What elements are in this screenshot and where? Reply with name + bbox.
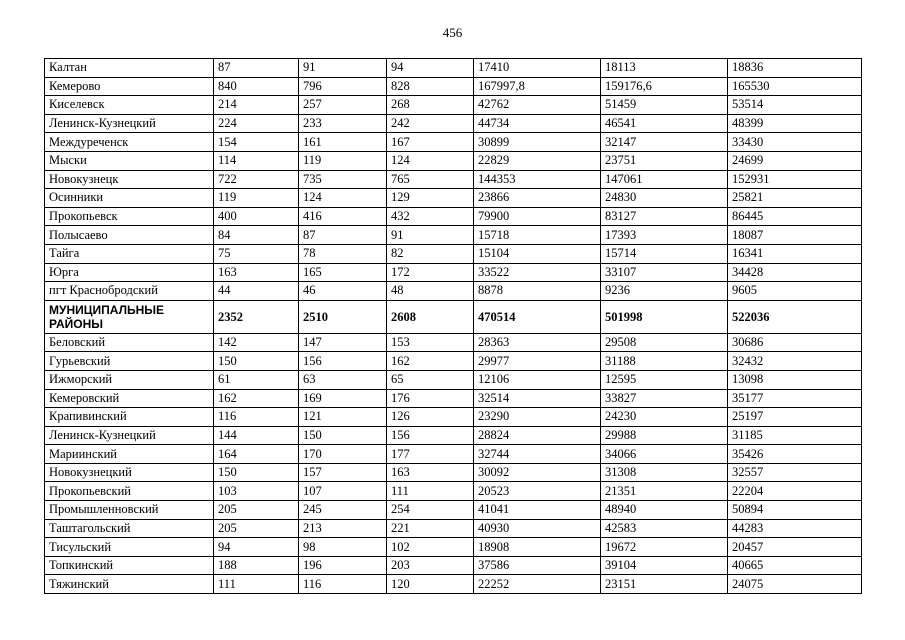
row-name-cell: Тисульский bbox=[45, 538, 214, 557]
value-cell: 203 bbox=[387, 556, 474, 575]
table-row bbox=[45, 482, 862, 501]
value-cell: 161 bbox=[299, 133, 387, 152]
value-cell: 46541 bbox=[601, 114, 728, 133]
value-cell: 13098 bbox=[728, 370, 862, 389]
row-name-cell: Мыски bbox=[45, 151, 214, 170]
value-cell: 111 bbox=[214, 575, 299, 594]
value-cell: 44 bbox=[214, 282, 299, 301]
row-name-cell: Новокузнецк bbox=[45, 170, 214, 189]
row-name-cell: Калтан bbox=[45, 59, 214, 78]
value-cell: 32432 bbox=[728, 352, 862, 371]
value-cell: 32147 bbox=[601, 133, 728, 152]
table-row bbox=[45, 207, 862, 226]
value-cell: 22829 bbox=[474, 151, 601, 170]
value-cell: 107 bbox=[299, 482, 387, 501]
table-row bbox=[45, 226, 862, 245]
value-cell: 94 bbox=[214, 538, 299, 557]
value-cell: 169 bbox=[299, 389, 387, 408]
row-name-cell: Новокузнецкий bbox=[45, 463, 214, 482]
row-name-cell: Гурьевский bbox=[45, 352, 214, 371]
value-cell: 188 bbox=[214, 556, 299, 575]
value-cell: 147061 bbox=[601, 170, 728, 189]
value-cell: 16341 bbox=[728, 244, 862, 263]
table-row bbox=[45, 189, 862, 208]
value-cell: 44734 bbox=[474, 114, 601, 133]
row-name-cell: Кемерово bbox=[45, 77, 214, 96]
value-cell: 268 bbox=[387, 96, 474, 115]
value-cell: 124 bbox=[387, 151, 474, 170]
value-cell: 8878 bbox=[474, 282, 601, 301]
row-name-cell: Ленинск-Кузнецкий bbox=[45, 426, 214, 445]
value-cell: 15104 bbox=[474, 244, 601, 263]
row-name-cell: Прокопьевск bbox=[45, 207, 214, 226]
value-cell: 29508 bbox=[601, 333, 728, 352]
table-row bbox=[45, 244, 862, 263]
value-cell: 156 bbox=[387, 426, 474, 445]
row-name-cell: МУНИЦИПАЛЬНЫЕ РАЙОНЫ bbox=[45, 300, 214, 333]
table-row bbox=[45, 519, 862, 538]
value-cell: 432 bbox=[387, 207, 474, 226]
value-cell: 42762 bbox=[474, 96, 601, 115]
value-cell: 142 bbox=[214, 333, 299, 352]
row-name-cell: Мариинский bbox=[45, 445, 214, 464]
table-row bbox=[45, 114, 862, 133]
value-cell: 9605 bbox=[728, 282, 862, 301]
value-cell: 205 bbox=[214, 501, 299, 520]
value-cell: 30899 bbox=[474, 133, 601, 152]
value-cell: 35177 bbox=[728, 389, 862, 408]
value-cell: 176 bbox=[387, 389, 474, 408]
value-cell: 116 bbox=[214, 408, 299, 427]
table-row bbox=[45, 170, 862, 189]
value-cell: 86445 bbox=[728, 207, 862, 226]
value-cell: 46 bbox=[299, 282, 387, 301]
table-row bbox=[45, 463, 862, 482]
table-row bbox=[45, 501, 862, 520]
value-cell: 30686 bbox=[728, 333, 862, 352]
value-cell: 18087 bbox=[728, 226, 862, 245]
value-cell: 172 bbox=[387, 263, 474, 282]
row-name-cell: Беловский bbox=[45, 333, 214, 352]
value-cell: 144353 bbox=[474, 170, 601, 189]
value-cell: 24830 bbox=[601, 189, 728, 208]
table-row bbox=[45, 389, 862, 408]
value-cell: 23866 bbox=[474, 189, 601, 208]
value-cell: 17393 bbox=[601, 226, 728, 245]
value-cell: 167 bbox=[387, 133, 474, 152]
value-cell: 167997,8 bbox=[474, 77, 601, 96]
value-cell: 34066 bbox=[601, 445, 728, 464]
row-name-cell: Междуреченск bbox=[45, 133, 214, 152]
page-number: 456 bbox=[442, 25, 463, 40]
value-cell: 24075 bbox=[728, 575, 862, 594]
value-cell: 165530 bbox=[728, 77, 862, 96]
value-cell: 245 bbox=[299, 501, 387, 520]
value-cell: 32744 bbox=[474, 445, 601, 464]
row-name-cell: Промышленновский bbox=[45, 501, 214, 520]
value-cell: 51459 bbox=[601, 96, 728, 115]
row-name-cell: Таштагольский bbox=[45, 519, 214, 538]
value-cell: 20457 bbox=[728, 538, 862, 557]
row-name-cell: Ижморский bbox=[45, 370, 214, 389]
value-cell: 31188 bbox=[601, 352, 728, 371]
value-cell: 18908 bbox=[474, 538, 601, 557]
value-cell: 121 bbox=[299, 408, 387, 427]
value-cell: 12595 bbox=[601, 370, 728, 389]
value-cell: 63 bbox=[299, 370, 387, 389]
value-cell: 150 bbox=[214, 463, 299, 482]
value-cell: 87 bbox=[214, 59, 299, 78]
row-name-cell: Ленинск-Кузнецкий bbox=[45, 114, 214, 133]
value-cell: 48399 bbox=[728, 114, 862, 133]
value-cell: 114 bbox=[214, 151, 299, 170]
value-cell: 828 bbox=[387, 77, 474, 96]
value-cell: 233 bbox=[299, 114, 387, 133]
value-cell: 22204 bbox=[728, 482, 862, 501]
value-cell: 28363 bbox=[474, 333, 601, 352]
value-cell: 35426 bbox=[728, 445, 862, 464]
value-cell: 796 bbox=[299, 77, 387, 96]
value-cell: 522036 bbox=[728, 300, 862, 333]
value-cell: 29977 bbox=[474, 352, 601, 371]
row-name-cell: Тяжинский bbox=[45, 575, 214, 594]
table-row bbox=[45, 77, 862, 96]
value-cell: 48940 bbox=[601, 501, 728, 520]
value-cell: 165 bbox=[299, 263, 387, 282]
value-cell: 33107 bbox=[601, 263, 728, 282]
row-name-cell: Топкинский bbox=[45, 556, 214, 575]
value-cell: 214 bbox=[214, 96, 299, 115]
value-cell: 119 bbox=[299, 151, 387, 170]
table-row bbox=[45, 263, 862, 282]
value-cell: 98 bbox=[299, 538, 387, 557]
row-name-cell: Кемеровский bbox=[45, 389, 214, 408]
value-cell: 40930 bbox=[474, 519, 601, 538]
value-cell: 28824 bbox=[474, 426, 601, 445]
value-cell: 15718 bbox=[474, 226, 601, 245]
value-cell: 78 bbox=[299, 244, 387, 263]
value-cell: 162 bbox=[387, 352, 474, 371]
value-cell: 221 bbox=[387, 519, 474, 538]
value-cell: 159176,6 bbox=[601, 77, 728, 96]
row-name-cell: пгт Краснобродский bbox=[45, 282, 214, 301]
value-cell: 91 bbox=[387, 226, 474, 245]
value-cell: 34428 bbox=[728, 263, 862, 282]
value-cell: 257 bbox=[299, 96, 387, 115]
value-cell: 2352 bbox=[214, 300, 299, 333]
value-cell: 129 bbox=[387, 189, 474, 208]
value-cell: 254 bbox=[387, 501, 474, 520]
table-row bbox=[45, 59, 862, 78]
value-cell: 111 bbox=[387, 482, 474, 501]
value-cell: 154 bbox=[214, 133, 299, 152]
value-cell: 12106 bbox=[474, 370, 601, 389]
value-cell: 17410 bbox=[474, 59, 601, 78]
value-cell: 152931 bbox=[728, 170, 862, 189]
value-cell: 23290 bbox=[474, 408, 601, 427]
row-name-cell: Прокопьевский bbox=[45, 482, 214, 501]
value-cell: 153 bbox=[387, 333, 474, 352]
value-cell: 31185 bbox=[728, 426, 862, 445]
table-row bbox=[45, 333, 862, 352]
value-cell: 21351 bbox=[601, 482, 728, 501]
value-cell: 15714 bbox=[601, 244, 728, 263]
value-cell: 29988 bbox=[601, 426, 728, 445]
value-cell: 83127 bbox=[601, 207, 728, 226]
value-cell: 242 bbox=[387, 114, 474, 133]
value-cell: 30092 bbox=[474, 463, 601, 482]
value-cell: 33827 bbox=[601, 389, 728, 408]
value-cell: 157 bbox=[299, 463, 387, 482]
value-cell: 31308 bbox=[601, 463, 728, 482]
table-row bbox=[45, 445, 862, 464]
table-body bbox=[45, 59, 862, 594]
value-cell: 61 bbox=[214, 370, 299, 389]
value-cell: 40665 bbox=[728, 556, 862, 575]
value-cell: 163 bbox=[214, 263, 299, 282]
value-cell: 79900 bbox=[474, 207, 601, 226]
table-row bbox=[45, 282, 862, 301]
value-cell: 177 bbox=[387, 445, 474, 464]
value-cell: 18113 bbox=[601, 59, 728, 78]
table-row bbox=[45, 575, 862, 594]
value-cell: 119 bbox=[214, 189, 299, 208]
value-cell: 41041 bbox=[474, 501, 601, 520]
value-cell: 32557 bbox=[728, 463, 862, 482]
value-cell: 37586 bbox=[474, 556, 601, 575]
value-cell: 33430 bbox=[728, 133, 862, 152]
row-name-cell: Тайга bbox=[45, 244, 214, 263]
table-row bbox=[45, 151, 862, 170]
value-cell: 19672 bbox=[601, 538, 728, 557]
table-row bbox=[45, 300, 862, 333]
row-name-cell: Крапивинский bbox=[45, 408, 214, 427]
value-cell: 116 bbox=[299, 575, 387, 594]
value-cell: 53514 bbox=[728, 96, 862, 115]
value-cell: 840 bbox=[214, 77, 299, 96]
value-cell: 144 bbox=[214, 426, 299, 445]
table-row bbox=[45, 352, 862, 371]
value-cell: 91 bbox=[299, 59, 387, 78]
value-cell: 224 bbox=[214, 114, 299, 133]
value-cell: 65 bbox=[387, 370, 474, 389]
value-cell: 2608 bbox=[387, 300, 474, 333]
value-cell: 722 bbox=[214, 170, 299, 189]
value-cell: 2510 bbox=[299, 300, 387, 333]
value-cell: 103 bbox=[214, 482, 299, 501]
value-cell: 24230 bbox=[601, 408, 728, 427]
value-cell: 170 bbox=[299, 445, 387, 464]
value-cell: 470514 bbox=[474, 300, 601, 333]
value-cell: 102 bbox=[387, 538, 474, 557]
value-cell: 25821 bbox=[728, 189, 862, 208]
table-row bbox=[45, 538, 862, 557]
value-cell: 213 bbox=[299, 519, 387, 538]
data-table bbox=[44, 58, 862, 594]
value-cell: 32514 bbox=[474, 389, 601, 408]
value-cell: 156 bbox=[299, 352, 387, 371]
value-cell: 196 bbox=[299, 556, 387, 575]
value-cell: 23151 bbox=[601, 575, 728, 594]
value-cell: 163 bbox=[387, 463, 474, 482]
value-cell: 147 bbox=[299, 333, 387, 352]
table-row bbox=[45, 370, 862, 389]
value-cell: 20523 bbox=[474, 482, 601, 501]
value-cell: 126 bbox=[387, 408, 474, 427]
value-cell: 150 bbox=[214, 352, 299, 371]
value-cell: 22252 bbox=[474, 575, 601, 594]
value-cell: 735 bbox=[299, 170, 387, 189]
value-cell: 501998 bbox=[601, 300, 728, 333]
value-cell: 120 bbox=[387, 575, 474, 594]
value-cell: 48 bbox=[387, 282, 474, 301]
table-row bbox=[45, 556, 862, 575]
value-cell: 765 bbox=[387, 170, 474, 189]
value-cell: 23751 bbox=[601, 151, 728, 170]
value-cell: 24699 bbox=[728, 151, 862, 170]
value-cell: 400 bbox=[214, 207, 299, 226]
value-cell: 82 bbox=[387, 244, 474, 263]
value-cell: 9236 bbox=[601, 282, 728, 301]
table-row bbox=[45, 408, 862, 427]
value-cell: 416 bbox=[299, 207, 387, 226]
value-cell: 44283 bbox=[728, 519, 862, 538]
value-cell: 150 bbox=[299, 426, 387, 445]
value-cell: 162 bbox=[214, 389, 299, 408]
value-cell: 18836 bbox=[728, 59, 862, 78]
table-row bbox=[45, 96, 862, 115]
value-cell: 205 bbox=[214, 519, 299, 538]
value-cell: 164 bbox=[214, 445, 299, 464]
row-name-cell: Юрга bbox=[45, 263, 214, 282]
value-cell: 39104 bbox=[601, 556, 728, 575]
value-cell: 25197 bbox=[728, 408, 862, 427]
value-cell: 94 bbox=[387, 59, 474, 78]
value-cell: 84 bbox=[214, 226, 299, 245]
value-cell: 33522 bbox=[474, 263, 601, 282]
table-row bbox=[45, 426, 862, 445]
value-cell: 42583 bbox=[601, 519, 728, 538]
table-row bbox=[45, 133, 862, 152]
value-cell: 75 bbox=[214, 244, 299, 263]
value-cell: 87 bbox=[299, 226, 387, 245]
value-cell: 50894 bbox=[728, 501, 862, 520]
value-cell: 124 bbox=[299, 189, 387, 208]
row-name-cell: Осинники bbox=[45, 189, 214, 208]
row-name-cell: Киселевск bbox=[45, 96, 214, 115]
row-name-cell: Полысаево bbox=[45, 226, 214, 245]
